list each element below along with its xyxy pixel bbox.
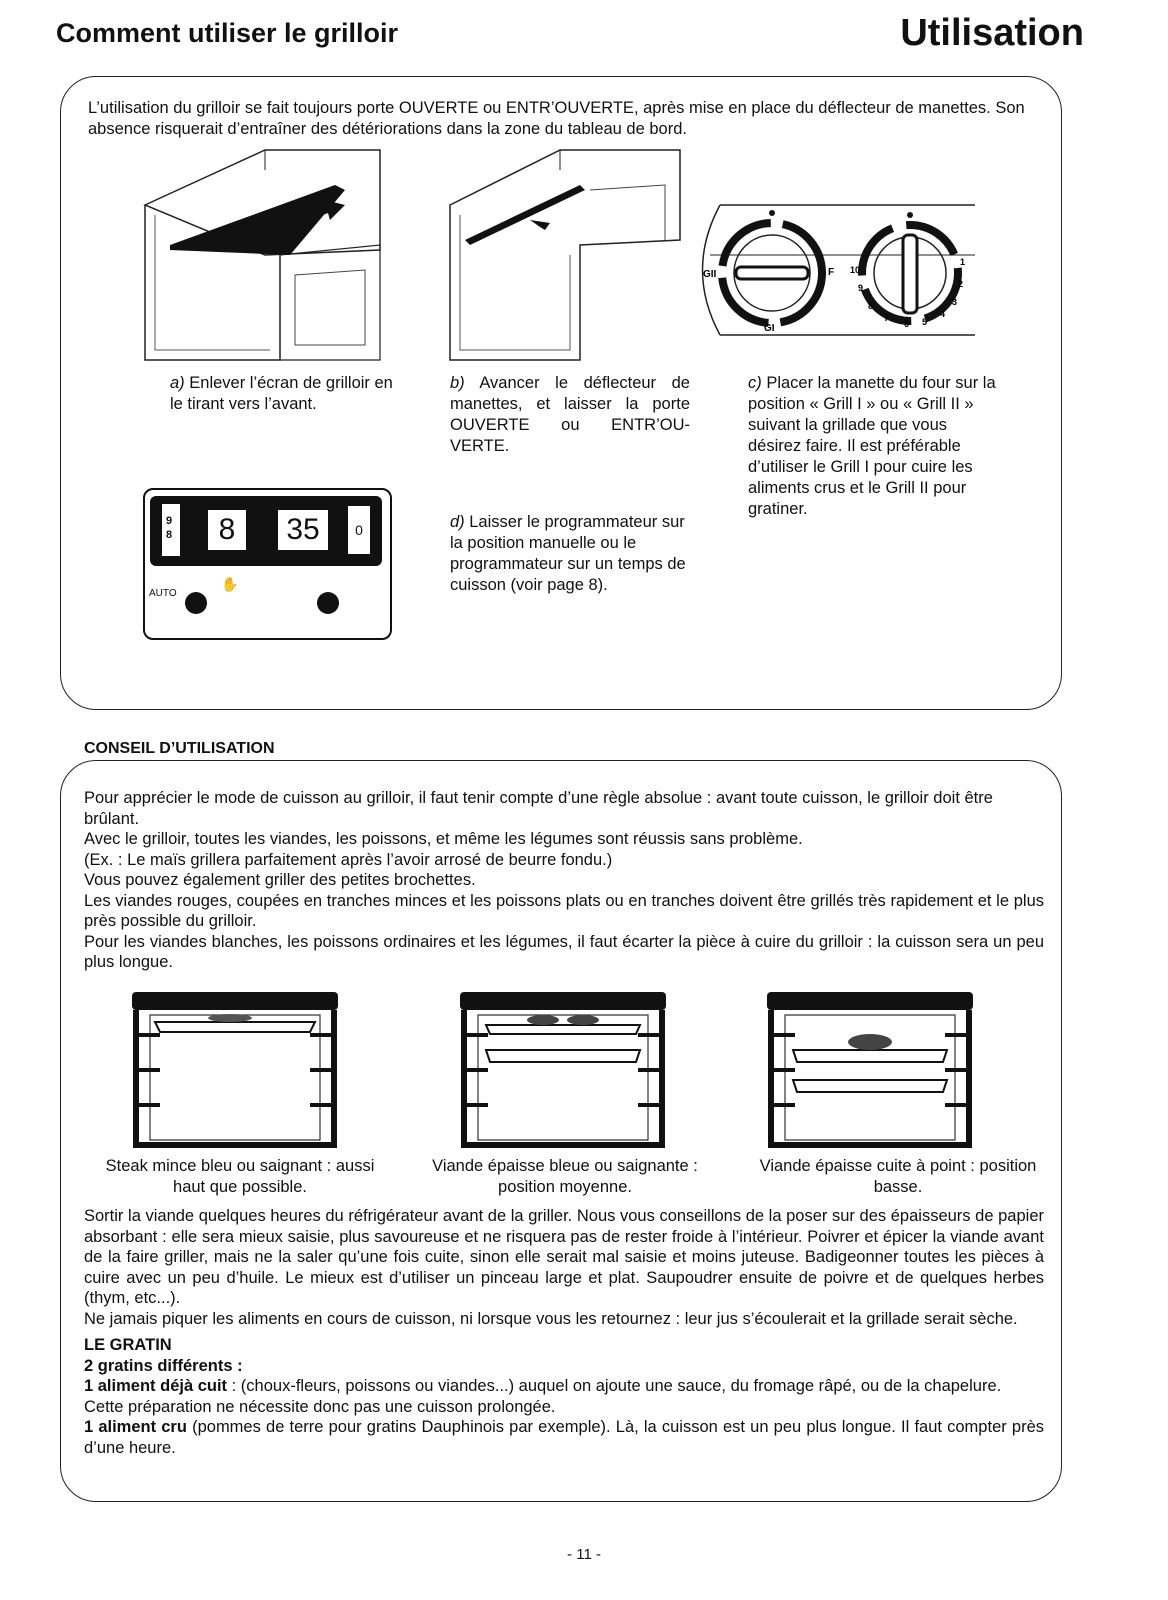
step-d-text: Laisser le programmateur sur la position manuelle ou le programmateur sur un temps de cuisson (voir page 8). <box>450 513 686 594</box>
conseil-paragraph: Vous pouvez également griller des petites brochettes. <box>84 871 476 889</box>
step-a-caption <box>170 373 410 415</box>
step-c-letter: c) <box>748 374 762 392</box>
step-c-text: Placer la manette du four sur la position « Grill I » ou « Grill II » suivant la grillade que vous désirez faire. Il est préférable d’utiliser le Grill I pour cuire les aliments crus et le Grill II pour gratiner. <box>748 374 996 518</box>
timer-minutes: 35 <box>278 510 328 550</box>
dial-number-7: 7 <box>884 313 890 323</box>
oven-shelf-low-illustration <box>765 990 975 1150</box>
conseil-paragraph: (Ex. : Le maïs grillera parfaitement après l’avoir arrosé de beurre fondu.) <box>84 850 613 869</box>
shelf-caption-middle: Viande épaisse bleue ou saignante : position moyenne. <box>432 1157 698 1196</box>
gratin-item-cooked-label: 1 aliment déjà cuit <box>84 1377 228 1395</box>
gratin-title: LE GRATIN <box>84 1336 172 1354</box>
oven-shelf-high-illustration <box>130 990 340 1150</box>
page-number: - 11 - <box>567 1546 601 1563</box>
knob-label-gi: GI <box>764 323 775 334</box>
conseil-after-paragraph: Ne jamais piquer les aliments en cours de cuisson, ni lorsque vous les retournez : leur jus s’écoulerait et la grillade serait sèche. <box>84 1309 1018 1328</box>
gratin-item-cooked-text: : (choux-fleurs, poissons ou viandes...) auquel on ajoute une sauce, du fromage râpé, ou de la chapelure. Cette préparation ne nécessite donc pas une cuisson prolongée. <box>84 1377 1002 1416</box>
drum-digit-bottom: 8 <box>166 529 173 541</box>
dial-number-6: 6 <box>904 319 910 329</box>
conseil-heading: CONSEIL D’UTILISATION <box>84 740 275 757</box>
conseil-paragraph: Pour apprécier le mode de cuisson au grilloir, il faut tenir compte d’une règle absolue : avant toute cuisson, le grilloir doit être brûlant. <box>84 789 993 828</box>
drum-digit-top: 9 <box>166 515 173 527</box>
gratin-item-cooked <box>84 1376 1044 1417</box>
dial-number-8: 8 <box>868 301 874 311</box>
timer-side-digit: 0 <box>348 506 370 554</box>
conseil-paragraph: Avec le grilloir, toutes les viandes, les poissons, et même les légumes sont réussis sans problème. <box>84 830 803 848</box>
step-b-text: Avancer le déflecteur de manettes, et laisser la porte OUVERTE ou ENTR’OU-VERTE. <box>450 374 690 455</box>
dial-number-4: 4 <box>940 309 946 319</box>
gratin-item-raw-text: (pommes de terre pour gratins Dauphinois par exemple). Là, la cuisson est un peu plus longue. Il faut compter près d’une heure. <box>84 1418 1044 1457</box>
hand-icon: ✋ <box>221 576 239 592</box>
conseil-after <box>84 1206 1044 1458</box>
dial-number-10: 10 <box>850 265 861 275</box>
timer-hour: 8 <box>208 510 246 550</box>
step-c-caption <box>748 373 996 520</box>
step-a-letter: a) <box>170 374 185 392</box>
step-d-caption <box>450 512 690 596</box>
step-d-letter: d) <box>450 513 465 531</box>
programmer-timer <box>143 488 392 640</box>
gratin-item-raw <box>84 1417 1044 1458</box>
illustration-knobs <box>700 195 980 345</box>
illustration-deflector <box>440 145 700 370</box>
step-a-text: Enlever l’écran de grilloir en le tirant vers l’avant. <box>170 374 393 413</box>
conseil-paragraphs <box>84 788 1044 973</box>
dial-number-3: 3 <box>952 297 958 307</box>
conseil-paragraph: Les viandes rouges, coupées en tranches minces et les poissons plats ou en tranches doivent être grillés très rapidement et le plus près possible du grilloir. <box>84 891 1044 930</box>
timer-drum <box>162 504 180 556</box>
step-b-caption <box>450 373 690 457</box>
timer-auto-label: AUTO <box>149 588 177 599</box>
illustration-remove-screen <box>140 145 400 370</box>
gratin-item-raw-label: 1 aliment cru <box>84 1418 187 1436</box>
dial-number-2: 2 <box>958 279 964 289</box>
dial-number-1: 1 <box>960 257 966 267</box>
gratin-subtitle: 2 gratins différents : <box>84 1356 243 1375</box>
knob-label-f: F <box>828 267 835 278</box>
timer-display <box>150 496 382 566</box>
dial-number-5: 5 <box>922 317 928 327</box>
shelf-caption-high: Steak mince bleu ou saignant : aussi haut que possible. <box>105 1157 375 1196</box>
shelf-caption-low: Viande épaisse cuite à point : position basse. <box>759 1157 1037 1196</box>
timer-left-button[interactable] <box>185 592 207 614</box>
conseil-after-paragraph: Sortir la viande quelques heures du réfrigérateur avant de la griller. Nous vous conseillons de la poser sur des épaisseurs de papier absorbant : elle sera mieux saisie, plus savoureuse et ne risquera pas de rester froide à l’intérieur. Poivrer et épicer la viande avant de la faire griller, mais ne la saler qu’une fois cuite, sinon elle serait mal saisie et moins juteuse. Badigeonner toutes les pièces à cuire avec un peu d’huile. Le mieux est d’utiliser un pinceau large et plat. Saupoudrer ensuite de poivre et de quelques herbes (thym, etc...). <box>84 1207 1044 1307</box>
conseil-paragraph: Pour les viandes blanches, les poissons ordinaires et les légumes, il faut écarter la pièce à cuire du grilloir : la cuisson sera un peu plus longue. <box>84 932 1044 971</box>
usage-intro: L’utilisation du grilloir se fait toujours porte OUVERTE ou ENTR’OUVERTE, après mise en place du déflecteur de manettes. Son absence risquerait d’entraîner des détériorations dans la zone du tableau de bord. <box>88 99 1025 138</box>
page-section-title: Comment utiliser le grilloir <box>56 18 399 48</box>
oven-shelf-middle-illustration <box>458 990 668 1150</box>
page-chapter-title: Utilisation <box>900 12 1084 54</box>
timer-right-button[interactable] <box>317 592 339 614</box>
step-b-letter: b) <box>450 374 465 392</box>
dial-number-9: 9 <box>858 283 864 293</box>
knob-label-gii: GII <box>703 269 717 280</box>
